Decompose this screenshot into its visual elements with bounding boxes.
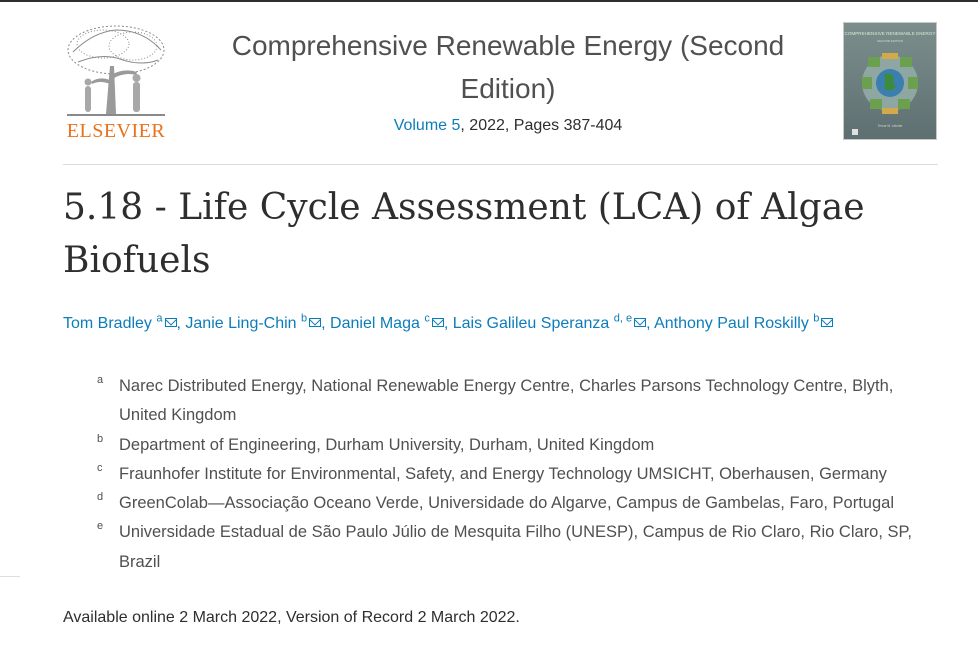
- email-icon[interactable]: [165, 318, 177, 327]
- volume-link[interactable]: Volume 5: [393, 117, 461, 134]
- journal-title-link[interactable]: Comprehensive Renewable Energy (Second Edition): [231, 30, 785, 104]
- affiliation-text: GreenColab—Associação Oceano Verde, Universidade do Algarve, Campus de Gambelas, Faro, Portugal: [119, 494, 895, 513]
- affiliation-mark: d: [97, 491, 104, 504]
- author-affiliation-mark[interactable]: a: [156, 313, 163, 325]
- author-affiliation-mark[interactable]: d, e: [613, 313, 633, 325]
- author-separator: ,: [646, 315, 655, 333]
- email-icon[interactable]: [309, 318, 321, 327]
- affiliation-list: [97, 372, 937, 577]
- author-affiliation-mark[interactable]: b: [813, 313, 820, 325]
- email-icon[interactable]: [634, 318, 646, 327]
- publisher-logo[interactable]: [63, 22, 169, 142]
- email-icon[interactable]: [821, 318, 833, 327]
- author-item: [453, 315, 654, 332]
- author-name-link[interactable]: Lais Galileu Speranza: [452, 315, 610, 333]
- author-separator: ,: [176, 315, 186, 333]
- affiliation-mark: c: [97, 461, 103, 474]
- affiliation-text: Department of Engineering, Durham University, Durham, United Kingdom: [119, 435, 655, 454]
- author-affiliation-mark[interactable]: c: [424, 313, 430, 325]
- affiliation-mark: b: [97, 432, 104, 445]
- affiliation-text: Narec Distributed Energy, National Renewable Energy Centre, Charles Parsons Technology Centre, Blyth, United Kingdom: [119, 377, 894, 425]
- journal-pages: , 2022, Pages 387-404: [460, 117, 623, 134]
- availability-note: Available online 2 March 2022, Version of Record 2 March 2022.: [63, 609, 520, 626]
- author-item: [330, 315, 453, 332]
- affiliation-mark: a: [97, 374, 104, 386]
- affiliation-item: [97, 460, 937, 489]
- journal-info: [193, 24, 823, 135]
- publication-header: [63, 22, 938, 165]
- author-separator: ,: [321, 315, 331, 333]
- affiliation-text: Fraunhofer Institute for Environmental, Safety, and Energy Technology UMSICHT, Oberhausen, Germany: [119, 464, 887, 483]
- tree-logo-icon: [63, 22, 169, 118]
- cover-editor: Trevor M. Letcher: [877, 124, 903, 128]
- affiliation-text: Universidade Estadual de São Paulo Júlio de Mesquita Filho (UNESP), Campus de Rio Claro, Rio Claro, SP, Brazil: [119, 523, 912, 571]
- affiliation-item: [97, 518, 937, 577]
- author-separator: ,: [443, 315, 453, 333]
- author-name-link[interactable]: Tom Bradley: [63, 315, 152, 333]
- top-border: [0, 0, 978, 2]
- article-title: 5.18 - Life Cycle Assessment (LCA) of Algae Biofuels: [63, 187, 865, 281]
- cover-title: COMPREHENSIVE RENEWABLE ENERGY: [844, 31, 936, 36]
- book-cover-art: [844, 23, 936, 139]
- author-item: [63, 315, 185, 332]
- author-name-link[interactable]: Anthony Paul Roskilly: [654, 315, 809, 333]
- publisher-wordmark: ELSEVIER: [66, 120, 166, 142]
- email-icon[interactable]: [432, 318, 444, 327]
- affiliation-item: [97, 372, 937, 431]
- author-affiliation-mark[interactable]: b: [301, 313, 308, 325]
- author-name-link[interactable]: Janie Ling-Chin: [185, 315, 297, 333]
- affiliation-item: [97, 489, 937, 518]
- author-item: [654, 315, 833, 332]
- journal-meta: [193, 117, 823, 135]
- author-name-link[interactable]: Daniel Maga: [330, 315, 420, 333]
- affiliation-mark: e: [97, 520, 104, 533]
- cover-edition: SECOND EDITION: [877, 39, 903, 43]
- side-marker: [0, 576, 20, 577]
- author-item: [185, 315, 330, 332]
- author-list: [63, 313, 963, 333]
- affiliation-item: [97, 431, 937, 460]
- book-cover-image[interactable]: [844, 23, 936, 139]
